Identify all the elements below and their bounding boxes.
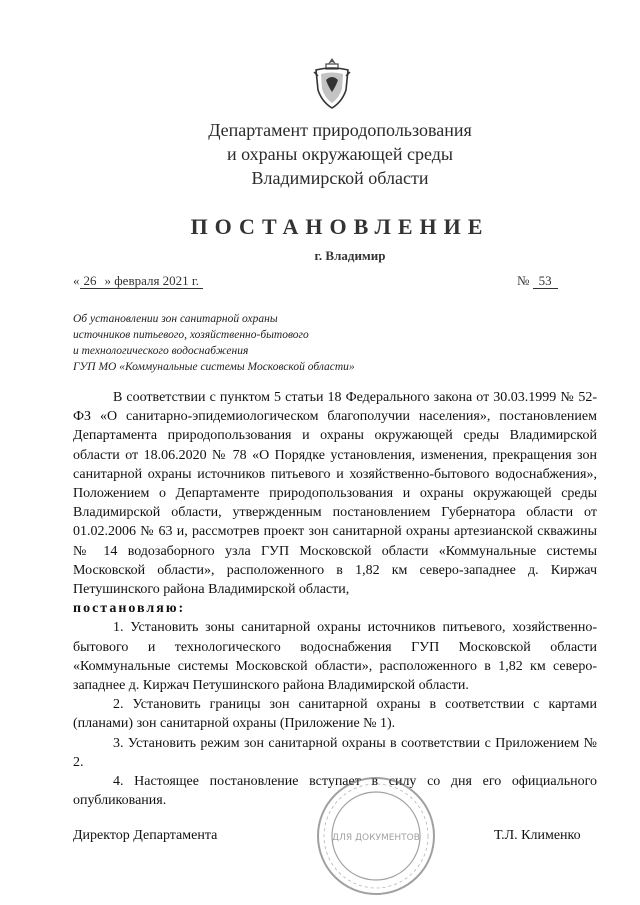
subject-line-1: Об установлении зон санитарной охраны (73, 313, 278, 325)
date-day: 26 (80, 273, 101, 289)
dept-line-2: и охраны окружающей среды (226, 144, 454, 164)
stamp-text: ДЛЯ ДОКУМЕНТОВ (332, 833, 420, 843)
date-month-year: » февраля 2021 г. (101, 273, 204, 289)
preamble-paragraph: В соответствии с пунктом 5 статьи 18 Федерального закона от 30.03.1999 № 52-ФЗ «О санитарно-эпидемиологическом благополучии населения», постановлением Департамента природопользования и охраны окружающей среды Владимирской области от 18.06.2020 № 78 «О Порядке установления, изменения, прекращения зон санитарной охраны источников питьевого и хозяйственно-бытового водоснабжения», Положением о Департаменте природопользования и охраны окружающей среды Владимирской области, утвержденным постановлением Губернатора области от 01.02.2006 № 63 и, рассмотрев проект зон санитарной охраны артезианской скважины № 14 водозаборного узла ГУП Московской области «Коммунальные системы Московской области», расположенного в 1,82 км северо-западнее д. Киржач Петушинского района Владимирской области, (73, 390, 597, 598)
document-date (73, 273, 203, 289)
subject-line-2: источников питьевого, хозяйственно-бытового (73, 329, 309, 341)
item-3-paragraph: 3. Установить режим зон санитарной охраны в соответствии с Приложением № 2. (73, 735, 597, 770)
date-open-quote: « (73, 273, 80, 288)
document-body (73, 388, 597, 810)
dept-line-3: Владимирской области (251, 168, 429, 188)
item-1-paragraph: 1. Установить зоны санитарной охраны источников питьевого, хозяйственно-бытового и технологического водоснабжения ГУП Московской области «Коммунальные системы Московской области», расположенного в 1,82 км северо-западнее д. Киржач Петушинского района Владимирской области. (73, 620, 597, 694)
official-stamp-seal (312, 772, 440, 900)
item-2-paragraph: 2. Установить границы зон санитарной охраны в соответствии с картами (планами) зон санитарной охраны (Приложение № 1). (73, 697, 597, 732)
item-4-paragraph: 4. Настоящее постановление вступает в силу со дня его официального опубликования. (73, 774, 597, 809)
coat-of-arms-emblem (312, 56, 352, 110)
document-number (517, 273, 558, 289)
document-title: ПОСТАНОВЛЕНИЕ (190, 214, 490, 239)
number-value: 53 (533, 273, 558, 289)
subject-line-4: ГУП МО «Коммунальные системы Московской области» (73, 361, 355, 373)
signature-position: Директор Департамента (73, 828, 218, 843)
dept-line-1: Департамент природопользования (208, 120, 472, 140)
signature-name: Т.Л. Клименко (494, 828, 581, 843)
number-label: № (517, 273, 530, 288)
subject-line-3: и технологического водоснабжения (73, 345, 249, 357)
document-subject (73, 311, 433, 375)
department-name (120, 118, 560, 190)
city-label: г. Владимир (314, 248, 386, 263)
resolve-heading: постановляю: (73, 601, 186, 617)
